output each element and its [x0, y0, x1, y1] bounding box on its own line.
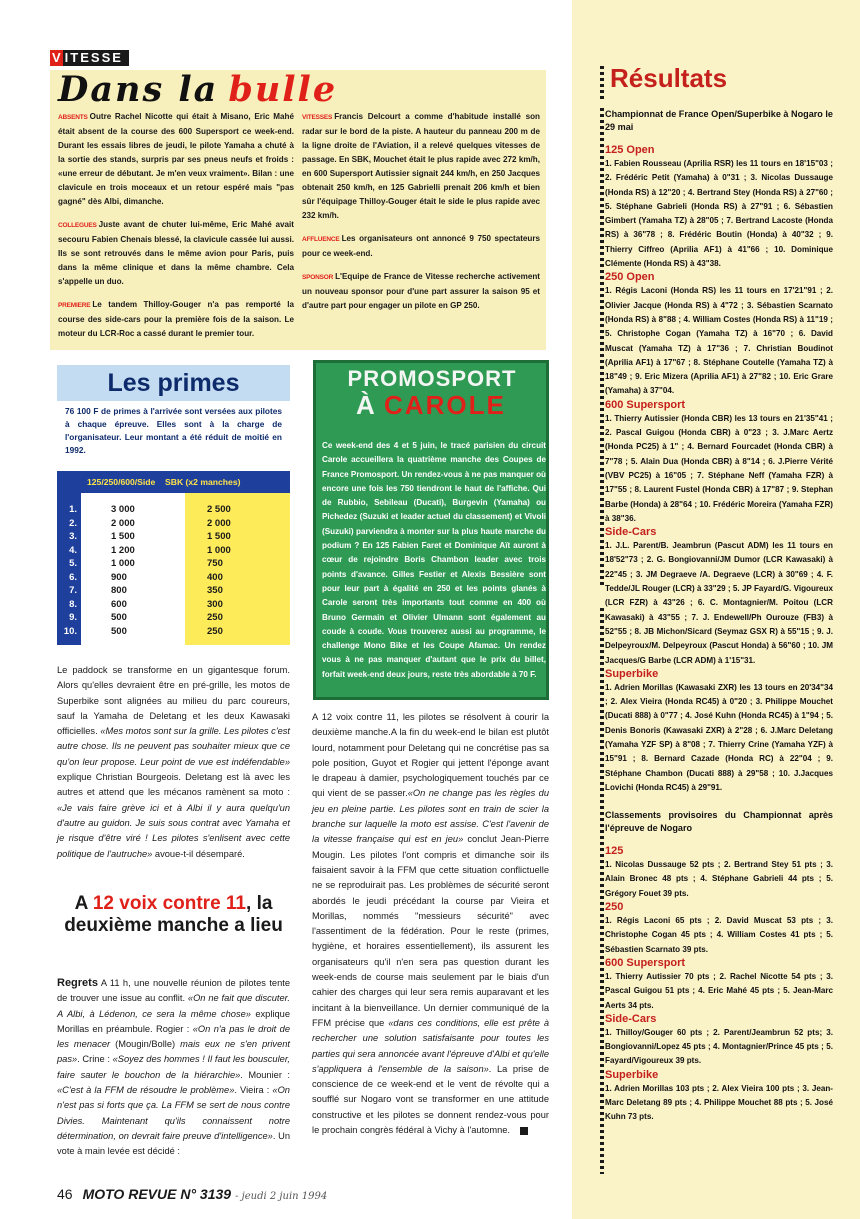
article-quote: «Soyez des hommes ! Il faut les bousculer, faire sauter le bouchon de la hiérarchie»	[57, 1054, 290, 1080]
bulle-text: Les organisateurs ont annoncé 9 750 spectateurs pour ce week-end.	[302, 234, 540, 258]
bulle-tag: COLLEGUES	[58, 222, 97, 229]
result-category: 125 Open	[605, 144, 655, 156]
bulle-item	[58, 218, 294, 289]
result-text: 1. Thierry Autissier (Honda CBR) les 13 tours en 21'35"41 ; 2. Pascal Guigou (Honda CBR) à 0"23 ; 3. J.Marc Aertz (Honda PC25) à 1" ; 4. Bernard Fourcadet (Honda CBR) à 7"78 ; 5. Alain Dua (Honda CBR) à 8"14 ; 6. J.Pierre Vérité (VBV PC25) à 16"05 ; 7. Stéphane Neff (Yamaha FZR) à 17"55 ; 8. Laurent Fustel (Honda CBR) à 17"87 ; 9. Stephan Barbe (Honda) à 28"64 ; 10. Frédéric Moreira (Yamaha FZR) à 38"36.	[605, 413, 833, 523]
primes-col2-values	[185, 493, 290, 645]
promosport-subtitle-a: À	[356, 390, 376, 420]
result-category: Side-Cars	[605, 526, 657, 539]
article-quote: «On n'est pas si forts que ça. La FFM se sert de nous contre Divies. Maintenant qu'ils connaissent notre détermination, on devrait faire preuve d'intelligence»	[57, 1085, 290, 1141]
article-quote: «On n'a pas le droit de les menacer	[57, 1023, 290, 1050]
primes-cell: 1 500	[111, 531, 135, 542]
primes-cell: 900	[111, 571, 127, 583]
primes-rank: 8.	[69, 598, 77, 610]
promosport-title: PROMOSPORT	[347, 366, 517, 391]
article-text: . Vieira :	[234, 1085, 273, 1096]
result-text: 1. J.L. Parent/B. Jeambrun (Pascut ADM) les 11 tours en 18'52"73 ; 2. G. Bongiovanni/JM Dumor (LCR Kawasaki) à 22"45 ; 3. JM Degraeve /A. Degraeve (LCR) à 30"69 ; 4. F. Tedde/JL Rouger (LCR) à 33"29 ; 5. JP Fayard/G. Vigoureux (LCR FZR) à 43"26 ; 6. C. Montagnier/M. Poitou (LCR Kawasaki) à 43"55 ; 7. J. Endewell/Ph Ourouze (FB3) à 52"55 ; 8. JB Michon/Sicard (Seymaz GSX R) à 55"15 ; 9. J. Delpeyroux/M. Delpeyroux (Pascut Honda) à 56"60 ; 10. JM Jacques/G Barbe (LCR ADM) à 1'15"31.	[605, 541, 833, 665]
primes-cell: 1 000	[111, 558, 135, 569]
bulle-item	[58, 298, 294, 341]
standing-text: 1. Nicolas Dussauge 52 pts ; 2. Bertrand Stey 51 pts ; 3. Alain Bronec 48 pts ; 4. Stéphane Gabrieli 44 pts ; 5. Grégory Fouet 39 pts.	[605, 860, 833, 898]
result-text: 1. Adrien Morillas (Kawasaki ZXR) les 13 tours en 20'34"34 ; 2. Alex Vieira (Honda RC45) à 0"20 ; 3. Philippe Mouchet (Ducati 888) à 0"77 ; 4. José Kuhn (Honda RC45) à 1"94 ; 5. Denis Bonoris (Kawasaki ZXR) à 2"28 ; 6. J.Marc Deletang (Yamaha YZF SP) à 8"08 ; 7. Thierry Crine (Yamaha YZF) à 15"91 ; 8. Bernard Cazade (Honda RC) à 22"04 ; 9. Stéphane Chambon (Ducati 888) à 29"58 ; 10. J.Jacques Lovichi (Honda RC45) à 29"91.	[605, 682, 833, 792]
article-middle-column	[312, 710, 549, 1138]
kicker-label: ITESSE	[63, 50, 129, 66]
primes-cell: 1 200	[111, 544, 135, 556]
result-section	[605, 399, 833, 526]
primes-rank: 1.	[69, 504, 77, 515]
article-text: explique Morillas en préambule. Rogier :	[57, 1008, 290, 1034]
article-text: A 12 voix contre 11, les pilotes se résolvent à courir la deuxième manche.A la fin du week-end le bilan est plutôt lourd, notamment pour Deletang qui ne concrétise pas sa pole position, Guyot et Rogier qui jettent l'éponge avant le drapeau à damier, psychologiquement touchés par ce qui vient de se passer.	[312, 712, 549, 799]
promosport-text: Ce week-end des 4 et 5 juin, le tracé parisien du circuit Carole accueillera la quatrième manche des Coupes de France Promosport. Un rendez-vous à ne pas manquer où encore une fois les 750 tiendront le haut de l'affiche. Qui de Rubbio, Sebileau (Ducati), Burgevin (Yamaha) ou Pichedez (Suzuki et leader actuel du classement) et Vivoli (Suzuki) parviendra à monter sur la plus haute marche du podium ? En 125 Fabien Faret et Dominique Aït auront à cœur de rejoindre Boris Chambon leader avec trois points d'avance. Gilles Festier et Alexis Bessière sont pour leur part à égalité en 250 et les points glanés à Carole seront très importants tout comme en 400 où Bruno Germain et Olivier Ulmann sont également au coude à coude. Vous trouverez aussi au programme, le challenge Mono Bike et les Coupe Afamac. Un rendez vous à ne pas manquer d'autant que le prix du billet, forfait week-end deux jours, reste très abordable à 70 F.	[322, 441, 546, 679]
result-section	[605, 668, 833, 795]
primes-cell: 800	[111, 585, 127, 596]
result-text: 1. Régis Laconi (Honda RS) les 11 tours en 17'21"91 ; 2. Olivier Jacque (Honda RS) à 4"72 ; 3. Sébastien Scarnato (Honda RS) à 8"88 ; 4. William Costes (Honda RS) à 11"19 ; 5. Christophe Cogan (Yamaha TZ) à 16"70 ; 6. David Muscat (Yamaha TZ) à 17"36 ; 7. Christian Boudinot (Aprilia AF1) à 17"67 ; 8. Stéphane Coutelle (Yamaha TZ) à 18"49 ; 9. Eric Mizera (Aprilia AF1) à 27"82 ; 10. Eric Grare (Yamaha) à 37"04.	[605, 286, 833, 396]
primes-rank: 5.	[69, 558, 77, 569]
primes-cell: 350	[207, 585, 223, 596]
standing-section	[605, 957, 833, 1013]
primes-table-body	[57, 493, 290, 645]
headline-part: , la deuxième manche a lieu	[64, 893, 283, 936]
article-quote: «Je vais faire grève ici et à Albi il y aura quelqu'un d'autre au guidon. Je suis sous contrat avec Yamaha et je risque d'être viré ! Les pilotes s'enlisent avec cette politique de l'autruche»	[57, 802, 290, 859]
resultats-sidebar	[572, 0, 860, 1219]
article-text: . Un vote à main levée est décidé :	[57, 1130, 290, 1157]
promosport-box	[313, 360, 549, 700]
bulle-tag: VITESSES	[302, 114, 333, 121]
primes-rank: 3.	[69, 531, 77, 542]
bulle-column-2	[302, 110, 540, 322]
standing-category: Side-Cars	[605, 1012, 657, 1025]
primes-cell: 1 500	[207, 531, 231, 542]
primes-cell: 250	[207, 625, 223, 637]
bulle-column-1	[58, 110, 294, 350]
kicker-initial: V	[52, 50, 61, 65]
primes-cell: 300	[207, 598, 223, 610]
resultats-content	[605, 108, 833, 1125]
bulle-item	[302, 232, 540, 261]
standing-section	[605, 901, 833, 957]
standing-category: 600 Supersport	[605, 956, 686, 969]
article-quote: «dans ces conditions, elle est prête à rechercher une solution satisfaisante pour toutes les parties qui sera annoncée avant l'épreuve d'Albi et qu'elle s'appliquera à l'ensemble de la saison»	[312, 1017, 549, 1074]
article-text: Le paddock se transforme en un gigantesque forum. Alors qu'elles devraient être en pré-grille, les motos de Superbike sont alignées au milieu du parc coureurs, sauf la Yamaha de Deletang et les deux Kawasaki officielles.	[57, 665, 290, 737]
result-text: 1. Fabien Rousseau (Aprilia RSR) les 11 tours en 18'15"03 ; 2. Frédéric Petit (Yamaha) à 0"31 ; 3. Nicolas Dussauge (Honda RS) à 12"20 ; 4. Bertrand Stey (Honda RS) à 27"60 ; 5. Stéphane Gabrieli (Honda RS) à 27"91 ; 6. Sébastien Gimbert (Yamaha TZ) à 28"05 ; 7. Bertrand Lacoste (Honda RS) à 36"78 ; 8. Frédéric Boutin (Honda) à 40"32 ; 9. Thierry Ciffreo (Aprilia AF1) à 41"66 ; 10. Dominique Clémente (Honda RS) à 43"38.	[605, 159, 833, 269]
primes-cell: 400	[207, 571, 223, 583]
resultats-subtitle-2: Classements provisoires du Championnat après l'épreuve de Nogaro	[605, 810, 833, 834]
headline-highlight: 12 voix contre 11	[92, 893, 247, 914]
primes-col2-header: SBK (x2 manches)	[165, 477, 241, 487]
standing-text: 1. Adrien Morillas 103 pts ; 2. Alex Vieira 100 pts ; 3. Jean-Marc Deletang 89 pts ; 4. Philippe Mouchet 88 pts ; 5. José Kuhn 73 pts.	[605, 1083, 833, 1122]
checker-flag-icon	[600, 66, 604, 102]
bulle-item	[302, 110, 540, 223]
bulle-text: Juste avant de chuter lui-même, Eric Mahé avait secouru Fabien Chenais blessé, la clavicule cassée lui aussi. Ils se sont retrouvés dans le même avion pour Paris, puis dans la même clinique et dans la même chambre. Cela s'appelle un duo.	[58, 220, 294, 286]
standing-section	[605, 1013, 833, 1069]
bulle-text: Outre Rachel Nicotte qui était à Misano, Eric Mahé était absent de la course des 600 Supersport ce week-end. Durant les essais libres de jeudi, le pilote Yamaha a chuté à la sortie des stands, surpris par ses pneus neufs et froids : «une erreur de débutant. Je m'en veux vraiment». Bilan : une clavicule en trois moceaux et un retour espéré mais "pas gagné" dès Albi, dimanche.	[58, 112, 294, 206]
bulle-text: Le tandem Thilloy-Gouger n'a pas remporté la course des side-cars pour la première fois de la saison. Le moteur du LCR-Roc a cassé durant le premier tour.	[58, 300, 294, 338]
section-kicker	[50, 50, 129, 66]
primes-col1-header: 125/250/600/Side	[87, 477, 156, 487]
bulle-title	[58, 70, 538, 110]
bulle-title-b: bulle	[228, 69, 338, 110]
primes-col1-values	[81, 493, 185, 645]
article-text: conclut Jean-Pierre Mougin. Les pilotes l'ont compris et dimanche soir ils faisaient savoir à la FFM que cette situation conflictuelle ne se reproduirait pas. Les problèmes de sécurité seront abordés le jeudi précédant la course par Vieira et Morillas, nommés "messieurs sécurité" avec l'assentiment de la fédération. Pour le reste (primes, hygiène, et horaires essentiellement), ils assurent les organisateurs qu'il n'en sera pas question durant les week-ends de course mais seulement par le biais d'un cahier des charges qui leur sera remis auparavant et les incitant à la bienveillance. Un dernier communiqué de la FFM précise que	[312, 834, 549, 1028]
primes-cell: 750	[207, 558, 223, 569]
article-text: avoue-t-il désemparé.	[152, 848, 245, 859]
bulle-text: L'Equipe de France de Vitesse recherche activement un nouveau sponsor pour d'une part assurer la saison 95 et d'autre part pour engager un pilote en GP 250.	[302, 272, 540, 310]
article-left-column-top	[57, 663, 290, 862]
checker-flag-icon	[600, 608, 604, 1174]
primes-cell: 600	[111, 598, 127, 610]
resultats-title: Résultats	[610, 63, 728, 93]
promosport-subtitle-b: CAROLE	[384, 390, 506, 420]
article-lead-word: Regrets	[57, 977, 98, 989]
article-text: explique Christian Bourgeois. Deletang est là avec les autres et attend que les mécanos ramènent sa moto :	[57, 772, 290, 798]
primes-cell: 250	[207, 612, 223, 623]
primes-cell: 500	[111, 625, 127, 637]
result-category: 250 Open	[605, 271, 655, 284]
standing-text: 1. Régis Laconi 65 pts ; 2. David Muscat 53 pts ; 3. Christophe Cogan 45 pts ; 4. William Costes 41 pts ; 5. Sébastien Scarnato 39 pts.	[605, 916, 833, 954]
bulle-tag: ABSENTS	[58, 114, 88, 121]
primes-cell: 3 000	[111, 504, 135, 515]
primes-title: Les primes	[57, 365, 290, 401]
standing-category: Superbike	[605, 1068, 659, 1081]
page-footer	[57, 1184, 327, 1204]
article-quote: «On ne change pas les règles du jeu en pleine partie. Les pilotes sont en train de scier la branche sur laquelle la moto est assise. C'est l'avenir de la vitesse française qui est en jeu»	[312, 788, 550, 845]
article-text: (Mougin/Bolle)	[110, 1039, 181, 1050]
primes-rank-column	[57, 493, 81, 645]
article-headline	[57, 893, 290, 937]
bulle-item	[58, 110, 294, 209]
result-section	[605, 526, 833, 668]
article-quote: «C'est à la FFM de résoudre le problème»	[57, 1085, 235, 1096]
standing-text: 1. Thilloy/Gouger 60 pts ; 2. Parent/Jeambrun 52 pts; 3. Bongiovanni/Lopez 45 pts ; 4. Montagnier/Prince 45 pts ; 5. Fayard/Vigoureux 39 pts.	[605, 1027, 833, 1066]
spacer	[605, 795, 833, 809]
bulle-tag: SPONSOR	[302, 274, 334, 281]
primes-rank: 4.	[69, 544, 77, 556]
article-text: . Mounier :	[240, 1069, 290, 1080]
dans-la-bulle-box	[50, 70, 546, 350]
result-section	[605, 144, 833, 271]
primes-rank: 9.	[69, 612, 77, 623]
primes-rank: 2.	[69, 517, 77, 529]
bulle-item	[302, 270, 540, 313]
article-quote: mais eux ne s'en privent pas»	[57, 1039, 290, 1065]
primes-intro: 76 100 F de primes à l'arrivée sont versées aux pilotes à chaque épreuve. Elles sont à la charge de l'organisateur. Leur montant a été réduit de moitié en 1992.	[57, 401, 290, 471]
checker-flag-icon	[600, 108, 604, 586]
standing-category: 250	[605, 901, 624, 914]
standing-section	[605, 1069, 833, 1125]
primes-cell: 500	[111, 612, 127, 623]
issue-date: - jeudi 2 juin 1994	[235, 1191, 328, 1202]
primes-cell: 2 000	[207, 517, 231, 529]
page-number: 46	[57, 1186, 73, 1202]
result-category: Superbike	[605, 667, 659, 680]
resultats-subtitle: Championnat de France Open/Superbike à Nogaro le 29 mai	[605, 109, 833, 132]
result-section	[605, 271, 833, 398]
article-text: . La prise de conscience de ce week-end et le vent de révolte qui a soufflé sur Nogaro vont se transformer en une attitude constructive et les pilotes se donnent rendez-vous pour le prochain congrès fédéral à Vichy à l'automne.	[312, 1063, 549, 1136]
headline-part: A	[74, 893, 93, 914]
result-category: 600 Supersport	[605, 398, 686, 411]
standing-section	[605, 845, 833, 901]
article-quote: «Mes motos sont sur la grille. Les pilotes c'est autre chose. Ils ne peuvent pas souhaiter mieux que ce qu'on leur propose. Leur point de vue est indéfendable»	[57, 726, 290, 767]
primes-table-header	[57, 471, 290, 493]
primes-cell: 1 000	[207, 544, 231, 556]
bulle-tag: PREMIERE	[58, 302, 91, 309]
standing-text: 1. Thierry Autissier 70 pts ; 2. Rachel Nicotte 54 pts ; 3. Pascal Guigou 51 pts ; 4. Eric Mahé 45 pts ; 5. Jean-Marc Aerts 34 pts.	[605, 971, 833, 1010]
primes-rank: 7.	[69, 585, 77, 596]
bulle-title-a: Dans la	[58, 69, 219, 110]
magazine-name: MOTO REVUE N° 3139	[82, 1186, 232, 1202]
article-left-column-bottom	[57, 976, 290, 1160]
primes-cell: 2 000	[111, 517, 135, 529]
article-text: . Crine :	[77, 1054, 113, 1065]
promosport-subtitle	[356, 391, 506, 419]
bulle-tag: AFFLUENCE	[302, 236, 340, 243]
bulle-text: Francis Delcourt a comme d'habitude installé son radar sur le bord de la piste. A hauteur du panneau 200 m de la ligne droite de l'Aviation, il a relevé quelques vitesses de passage. En SBK, Mouchet était le plus rapide avec 272 km/h, en 600 Supersport Autissier signait 244 km/h, en 250 Jacques obtenait 250 km/h, en 125 Gabrielli prenait 206 km/h et bien sûr l'équipage Thilloy-Gouger était le side le plus rapide avec 232 km/h.	[302, 112, 540, 220]
article-text: A 11 h, une nouvelle réunion de pilotes tente de trouver une issue au conflit.	[57, 978, 290, 1004]
end-mark-icon	[520, 1127, 528, 1135]
primes-rank: 10.	[63, 625, 77, 637]
article-quote: «On ne fait que discuter. A Albi, à Lédenon, ce sera la même chose»	[57, 993, 290, 1019]
primes-box	[57, 365, 290, 645]
primes-cell: 2 500	[207, 504, 231, 515]
primes-rank: 6.	[69, 571, 77, 583]
standing-category: 125	[605, 845, 624, 858]
